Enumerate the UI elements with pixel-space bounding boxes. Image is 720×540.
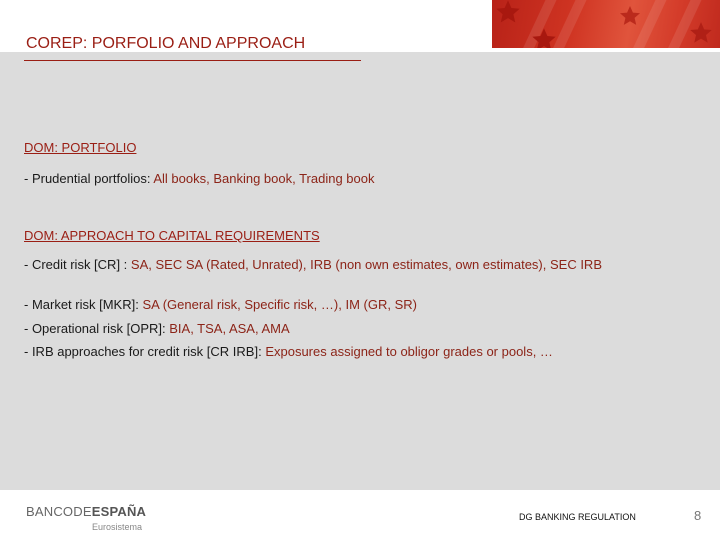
- logo-part2: ESPAÑA: [91, 504, 147, 519]
- line-label: - Operational risk [OPR]:: [24, 321, 166, 336]
- line-value: SA (General risk, Specific risk, …), IM (GR, SR): [142, 297, 417, 312]
- footer-bar: [0, 490, 720, 540]
- market-risk-line: [24, 296, 694, 314]
- page-title: COREP: PORFOLIO AND APPROACH: [26, 35, 306, 52]
- line-value: SA, SEC SA (Rated, Unrated), IRB (non own estimates, own estimates), SEC IRB: [130, 257, 602, 272]
- line-value: Exposures assigned to obligor grades or pools, …: [265, 344, 553, 359]
- logo-part1: BANCODE: [26, 504, 92, 519]
- line-value: All books, Banking book, Trading book: [153, 171, 375, 186]
- title-underline: [24, 60, 361, 61]
- star-icon: [688, 20, 714, 46]
- section-heading-portfolio: DOM: PORTFOLIO: [24, 140, 137, 155]
- portfolio-line: [24, 170, 694, 188]
- line-label: - Prudential portfolios:: [24, 171, 151, 186]
- line-label: - Credit risk [CR] :: [24, 257, 128, 272]
- department-label: DG BANKING REGULATION: [519, 512, 636, 522]
- section-heading-approach: DOM: APPROACH TO CAPITAL REQUIREMENTS: [24, 228, 320, 243]
- star-icon: [530, 26, 558, 48]
- line-value: BIA, TSA, ASA, AMA: [169, 321, 290, 336]
- logo-subtitle: Eurosistema: [92, 522, 143, 532]
- operational-risk-line: [24, 320, 694, 338]
- irb-approaches-line: [24, 343, 694, 361]
- credit-risk-line: [24, 256, 694, 274]
- header-bar: [0, 0, 720, 52]
- star-icon: [494, 0, 522, 26]
- star-icon: [618, 4, 642, 28]
- line-label: - IRB approaches for credit risk [CR IRB]:: [24, 344, 262, 359]
- line-label: - Market risk [MKR]:: [24, 297, 139, 312]
- bank-logo: [26, 504, 146, 519]
- eu-stars-banner: [492, 0, 720, 48]
- page-number: 8: [694, 508, 702, 523]
